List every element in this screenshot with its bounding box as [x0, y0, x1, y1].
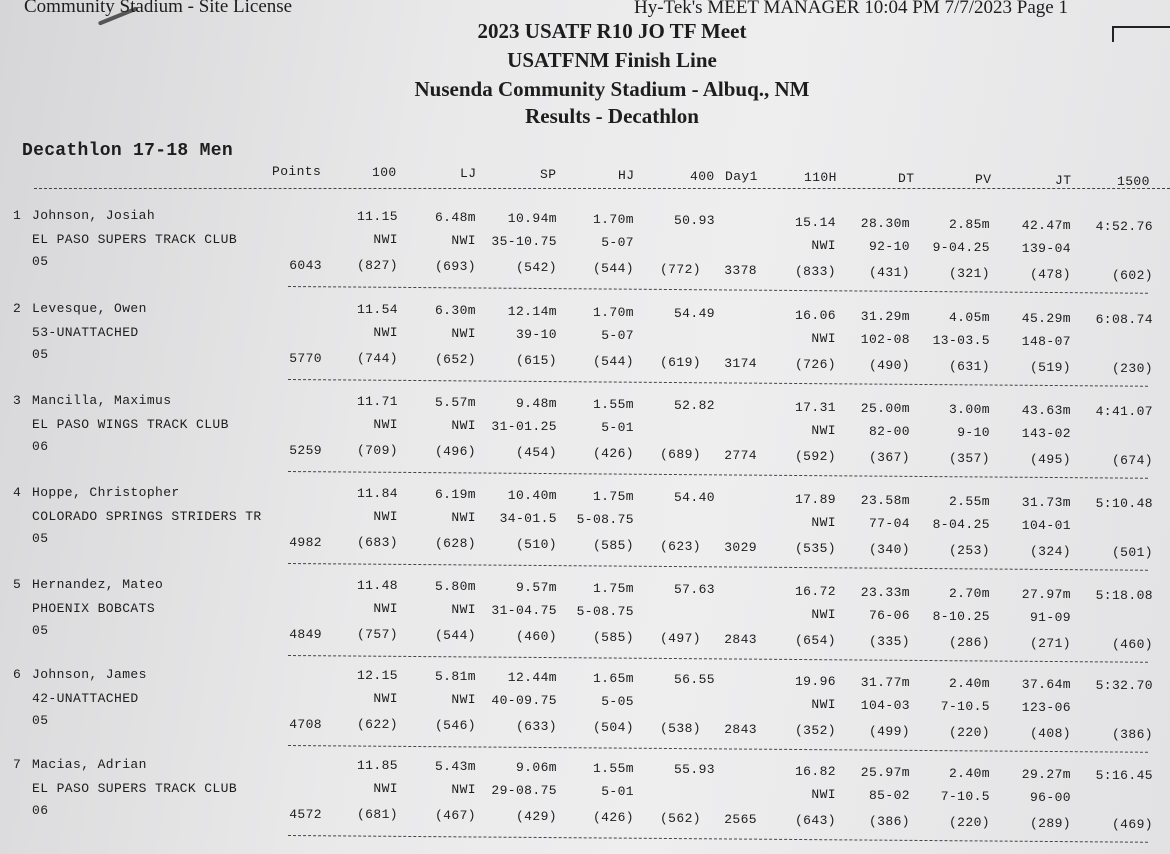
- conv-dt: 102-08: [860, 331, 910, 347]
- header-hj: HJ: [618, 167, 635, 183]
- pts-sp: (615): [515, 353, 557, 369]
- conv-hj: 5-05: [601, 694, 634, 710]
- pts-dt: (490): [868, 357, 910, 373]
- pts-hj: (544): [592, 354, 634, 370]
- mark-sp: 10.94m: [507, 211, 557, 227]
- mark-100: 11.48: [356, 578, 398, 593]
- pts-110h: (592): [794, 448, 836, 464]
- mark-400: 55.93: [673, 762, 715, 778]
- conv-dt: 82-00: [868, 423, 910, 439]
- pts-dt: (499): [868, 723, 910, 739]
- athlete-age: 05: [32, 531, 49, 546]
- mark-100: 11.15: [356, 209, 398, 224]
- pts-pv: (631): [948, 358, 990, 374]
- conv-lj: NWI: [451, 326, 476, 342]
- pts-pv: (220): [948, 724, 990, 740]
- athlete-points: 4849: [289, 627, 322, 642]
- athlete-name: Johnson, James: [32, 667, 147, 682]
- pts-pv: (321): [948, 265, 990, 281]
- conv-dt: 85-02: [868, 787, 910, 803]
- conv-jt: 139-04: [1021, 240, 1071, 256]
- row-divider: [288, 655, 1148, 663]
- pts-400: (538): [659, 721, 701, 737]
- athlete-age: 06: [32, 803, 49, 818]
- header-day1: Day1: [725, 169, 758, 185]
- athlete-team: COLORADO SPRINGS STRIDERS TR: [32, 509, 262, 524]
- mark-110h: 17.89: [794, 491, 836, 507]
- conv-dt: 76-06: [868, 607, 910, 623]
- conv-110h: NWI: [811, 786, 836, 802]
- athlete-points: 4982: [289, 535, 322, 550]
- athlete-place: 4: [13, 485, 22, 500]
- athlete-name: Levesque, Owen: [32, 301, 147, 316]
- mark-pv: 2.40m: [948, 675, 990, 691]
- mark-jt: 42.47m: [1021, 217, 1071, 233]
- mark-100: 11.54: [356, 302, 398, 317]
- pts-lj: (652): [434, 352, 476, 368]
- row-divider: [288, 286, 1148, 294]
- pts-1500: (230): [1111, 360, 1153, 376]
- pts-lj: (467): [434, 808, 476, 824]
- pts-400: (772): [659, 262, 701, 278]
- pts-jt: (519): [1029, 359, 1071, 375]
- athlete-points: 5259: [289, 443, 322, 458]
- pts-110h: (654): [794, 632, 836, 648]
- header-jt: JT: [1055, 173, 1072, 188]
- mark-110h: 16.06: [794, 307, 836, 323]
- mark-hj: 1.70m: [592, 305, 634, 321]
- mark-400: 50.93: [673, 213, 715, 229]
- header-lj: LJ: [460, 165, 477, 181]
- conv-100: NWI: [373, 781, 398, 796]
- pts-dt: (367): [868, 449, 910, 465]
- pts-110h: (535): [794, 540, 836, 556]
- pts-100: (683): [356, 535, 398, 550]
- athlete-age: 05: [32, 347, 49, 362]
- pts-hj: (544): [592, 261, 634, 277]
- conv-110h: NWI: [811, 237, 836, 253]
- mark-sp: 9.57m: [515, 580, 557, 596]
- conv-sp: 39-10: [515, 327, 557, 343]
- conv-110h: NWI: [811, 606, 836, 622]
- mark-sp: 9.06m: [515, 760, 557, 776]
- conv-dt: 92-10: [868, 238, 910, 254]
- pts-400: (619): [659, 355, 701, 371]
- pts-hj: (504): [592, 720, 634, 736]
- mark-jt: 27.97m: [1021, 586, 1071, 602]
- mark-lj: 6.30m: [434, 303, 476, 319]
- day1-points: 2565: [724, 812, 757, 827]
- athlete-team: EL PASO SUPERS TRACK CLUB: [32, 781, 238, 796]
- mark-hj: 1.70m: [592, 212, 634, 228]
- conv-100: NWI: [373, 325, 398, 340]
- mark-100: 11.71: [356, 394, 398, 409]
- mark-1500: 5:16.45: [1095, 767, 1153, 783]
- row-divider: [288, 471, 1148, 479]
- mark-400: 56.55: [673, 672, 715, 688]
- pts-dt: (340): [868, 541, 910, 557]
- conv-pv: 8-10.25: [932, 608, 990, 624]
- day1-points: 3378: [724, 263, 757, 278]
- mark-400: 57.63: [673, 582, 715, 598]
- pts-lj: (496): [434, 444, 476, 460]
- pts-100: (744): [356, 351, 398, 366]
- athlete-age: 05: [32, 623, 49, 638]
- athlete-place: 3: [13, 393, 22, 408]
- mark-jt: 29.27m: [1021, 766, 1071, 782]
- conv-hj: 5-08.75: [576, 604, 634, 620]
- header-pv: PV: [975, 172, 992, 188]
- page-corner-mark: [1112, 26, 1170, 42]
- conv-lj: NWI: [451, 418, 476, 434]
- pts-sp: (542): [515, 260, 557, 276]
- header-sp: SP: [540, 166, 557, 182]
- pts-hj: (426): [592, 446, 634, 462]
- mark-hj: 1.55m: [592, 761, 634, 777]
- conv-110h: NWI: [811, 514, 836, 530]
- pts-100: (622): [356, 717, 398, 732]
- mark-1500: 4:41.07: [1095, 403, 1153, 419]
- athlete-team: 53-UNATTACHED: [32, 325, 139, 340]
- conv-hj: 5-07: [601, 328, 634, 344]
- mark-110h: 16.82: [794, 763, 836, 779]
- event-title: Decathlon 17-18 Men: [22, 141, 233, 161]
- athlete-age: 06: [32, 439, 49, 454]
- pts-1500: (674): [1111, 452, 1153, 468]
- mark-sp: 10.40m: [507, 488, 557, 504]
- header-points: Points: [272, 164, 322, 179]
- header-dt: DT: [898, 171, 915, 187]
- pts-lj: (628): [434, 536, 476, 552]
- pts-jt: (495): [1029, 451, 1071, 467]
- conv-lj: NWI: [451, 510, 476, 526]
- conv-sp: 35-10.75: [491, 234, 557, 250]
- mark-100: 12.15: [356, 668, 398, 683]
- conv-hj: 5-07: [601, 235, 634, 251]
- mark-100: 11.84: [356, 486, 398, 501]
- pts-110h: (726): [794, 356, 836, 372]
- row-divider: [288, 379, 1148, 387]
- conv-sp: 34-01.5: [499, 511, 557, 527]
- mark-pv: 3.00m: [948, 401, 990, 417]
- mark-dt: 31.77m: [860, 674, 910, 690]
- athlete-place: 6: [13, 667, 22, 682]
- mark-110h: 17.31: [794, 399, 836, 415]
- venue: Nusenda Community Stadium - Albuq., NM: [414, 77, 810, 101]
- mark-400: 54.40: [673, 490, 715, 506]
- mark-pv: 4.05m: [948, 309, 990, 325]
- pts-jt: (324): [1029, 543, 1071, 559]
- athlete-place: 7: [13, 757, 22, 772]
- pts-100: (827): [356, 258, 398, 273]
- mark-110h: 16.72: [794, 583, 836, 599]
- athlete-place: 2: [13, 301, 22, 316]
- pts-110h: (352): [794, 722, 836, 738]
- pts-hj: (585): [592, 630, 634, 646]
- pts-dt: (386): [868, 813, 910, 829]
- row-divider: [288, 835, 1148, 843]
- pts-100: (681): [356, 807, 398, 822]
- conv-pv: 13-03.5: [932, 332, 990, 348]
- athlete-points: 5770: [289, 351, 322, 366]
- header-1500: 1500: [1117, 173, 1150, 189]
- pts-1500: (602): [1111, 267, 1153, 283]
- pts-100: (709): [356, 443, 398, 458]
- header-110h: 110H: [804, 170, 837, 186]
- row-divider: [288, 563, 1148, 571]
- athlete-team: EL PASO WINGS TRACK CLUB: [32, 417, 229, 432]
- pts-jt: (478): [1029, 266, 1071, 282]
- mark-pv: 2.85m: [948, 216, 990, 232]
- mark-jt: 37.64m: [1021, 676, 1071, 692]
- pts-1500: (386): [1111, 726, 1153, 742]
- conv-pv: 9-04.25: [932, 239, 990, 255]
- conv-pv: 9-10: [957, 424, 990, 440]
- pts-dt: (335): [868, 633, 910, 649]
- conv-dt: 104-03: [860, 697, 910, 713]
- mark-110h: 15.14: [794, 214, 836, 230]
- mark-sp: 12.44m: [507, 670, 557, 686]
- athlete-name: Hoppe, Christopher: [32, 485, 180, 500]
- mark-100: 11.85: [356, 758, 398, 773]
- pts-pv: (286): [948, 634, 990, 650]
- conv-lj: NWI: [451, 782, 476, 798]
- pts-lj: (693): [434, 259, 476, 275]
- mark-hj: 1.75m: [592, 581, 634, 597]
- conv-pv: 7-10.5: [940, 698, 990, 714]
- conv-jt: 148-07: [1021, 333, 1071, 349]
- athlete-age: 05: [32, 713, 49, 728]
- conv-sp: 31-04.75: [491, 603, 557, 619]
- conv-hj: 5-01: [601, 420, 634, 436]
- mark-sp: 12.14m: [507, 304, 557, 320]
- day1-points: 3174: [724, 356, 757, 371]
- athlete-name: Hernandez, Mateo: [32, 577, 164, 592]
- header-400: 400: [690, 168, 715, 184]
- conv-pv: 8-04.25: [932, 516, 990, 532]
- mark-jt: 45.29m: [1021, 310, 1071, 326]
- mark-400: 52.82: [673, 398, 715, 414]
- mark-pv: 2.40m: [948, 765, 990, 781]
- conv-100: NWI: [373, 691, 398, 706]
- mark-dt: 25.00m: [860, 400, 910, 416]
- mark-1500: 4:52.76: [1095, 218, 1153, 234]
- pts-110h: (643): [794, 812, 836, 828]
- conv-hj: 5-08.75: [576, 512, 634, 528]
- day1-points: 2843: [724, 632, 757, 647]
- day1-points: 2774: [724, 448, 757, 463]
- pts-1500: (469): [1111, 816, 1153, 832]
- conv-sp: 29-08.75: [491, 783, 557, 799]
- mark-lj: 6.19m: [434, 487, 476, 503]
- conv-lj: NWI: [451, 233, 476, 249]
- athlete-points: 6043: [289, 258, 322, 273]
- day1-points: 2843: [724, 722, 757, 737]
- athlete-name: Mancilla, Maximus: [32, 393, 172, 408]
- conv-100: NWI: [373, 232, 398, 247]
- pts-400: (623): [659, 539, 701, 555]
- athlete-team: EL PASO SUPERS TRACK CLUB: [32, 232, 238, 247]
- athlete-name: Macias, Adrian: [32, 757, 147, 772]
- conv-jt: 104-01: [1021, 517, 1071, 533]
- pts-sp: (429): [515, 809, 557, 825]
- mark-dt: 23.58m: [860, 492, 910, 508]
- conv-110h: NWI: [811, 422, 836, 438]
- pts-jt: (408): [1029, 725, 1071, 741]
- conv-jt: 96-00: [1029, 789, 1071, 805]
- mark-pv: 2.55m: [948, 493, 990, 509]
- mark-pv: 2.70m: [948, 585, 990, 601]
- athlete-age: 05: [32, 254, 49, 269]
- mark-1500: 6:08.74: [1095, 311, 1153, 327]
- conv-pv: 7-10.5: [940, 788, 990, 804]
- pts-pv: (253): [948, 542, 990, 558]
- pts-400: (562): [659, 811, 701, 827]
- athlete-points: 4572: [289, 807, 322, 822]
- pts-sp: (633): [515, 719, 557, 735]
- mark-110h: 19.96: [794, 673, 836, 689]
- pts-pv: (357): [948, 450, 990, 466]
- mark-sp: 9.48m: [515, 396, 557, 412]
- mark-jt: 43.63m: [1021, 402, 1071, 418]
- mark-lj: 5.80m: [434, 579, 476, 595]
- pts-400: (689): [659, 447, 701, 463]
- mark-lj: 6.48m: [434, 210, 476, 226]
- mark-dt: 31.29m: [860, 308, 910, 324]
- athlete-team: 42-UNATTACHED: [32, 691, 139, 706]
- mark-dt: 23.33m: [860, 584, 910, 600]
- conv-lj: NWI: [451, 602, 476, 618]
- athlete-team: PHOENIX BOBCATS: [32, 601, 156, 616]
- conv-sp: 31-01.25: [491, 419, 557, 435]
- athlete-place: 1: [13, 208, 22, 223]
- conv-jt: 123-06: [1021, 699, 1071, 715]
- mark-hj: 1.55m: [592, 397, 634, 413]
- conv-100: NWI: [373, 601, 398, 616]
- meet-title: 2023 USATF R10 JO TF Meet: [477, 19, 747, 43]
- pts-sp: (510): [515, 537, 557, 553]
- pts-1500: (460): [1111, 636, 1153, 652]
- pts-sp: (454): [515, 445, 557, 461]
- mark-jt: 31.73m: [1021, 494, 1071, 510]
- day1-points: 3029: [724, 540, 757, 555]
- header-rule: [34, 188, 1170, 189]
- mark-1500: 5:18.08: [1095, 587, 1153, 603]
- athlete-place: 5: [13, 577, 22, 592]
- conv-110h: NWI: [811, 330, 836, 346]
- mark-1500: 5:10.48: [1095, 495, 1153, 511]
- pts-pv: (220): [948, 814, 990, 830]
- pts-110h: (833): [794, 263, 836, 279]
- conv-110h: NWI: [811, 696, 836, 712]
- mark-hj: 1.75m: [592, 489, 634, 505]
- pts-hj: (585): [592, 538, 634, 554]
- software-stamp: Hy-Tek's MEET MANAGER 10:04 PM 7/7/2023 Page 1: [634, 0, 1068, 18]
- conv-hj: 5-01: [601, 784, 634, 800]
- row-divider: [288, 745, 1148, 753]
- pts-sp: (460): [515, 629, 557, 645]
- mark-dt: 28.30m: [860, 215, 910, 231]
- conv-100: NWI: [373, 509, 398, 524]
- header-100: 100: [372, 164, 397, 180]
- pts-jt: (289): [1029, 815, 1071, 831]
- pts-lj: (544): [434, 628, 476, 644]
- mark-1500: 5:32.70: [1095, 677, 1153, 693]
- site-license: Community Stadium - Site License: [24, 0, 293, 17]
- meet-subtitle: USATFNM Finish Line: [507, 48, 717, 72]
- mark-lj: 5.57m: [434, 395, 476, 411]
- pts-lj: (546): [434, 718, 476, 734]
- athlete-name: Johnson, Josiah: [32, 208, 156, 223]
- conv-dt: 77-04: [868, 515, 910, 531]
- results-title: Results - Decathlon: [525, 104, 699, 128]
- pts-hj: (426): [592, 810, 634, 826]
- mark-dt: 25.97m: [860, 764, 910, 780]
- mark-lj: 5.43m: [434, 759, 476, 775]
- mark-400: 54.49: [673, 306, 715, 322]
- conv-jt: 143-02: [1021, 425, 1071, 441]
- pts-100: (757): [356, 627, 398, 642]
- conv-jt: 91-09: [1029, 609, 1071, 625]
- athlete-points: 4708: [289, 717, 322, 732]
- pts-dt: (431): [868, 264, 910, 280]
- mark-hj: 1.65m: [592, 671, 634, 687]
- conv-sp: 40-09.75: [491, 693, 557, 709]
- pts-jt: (271): [1029, 635, 1071, 651]
- conv-lj: NWI: [451, 692, 476, 708]
- pts-1500: (501): [1111, 544, 1153, 560]
- pts-400: (497): [659, 631, 701, 647]
- conv-100: NWI: [373, 417, 398, 432]
- mark-lj: 5.81m: [434, 669, 476, 685]
